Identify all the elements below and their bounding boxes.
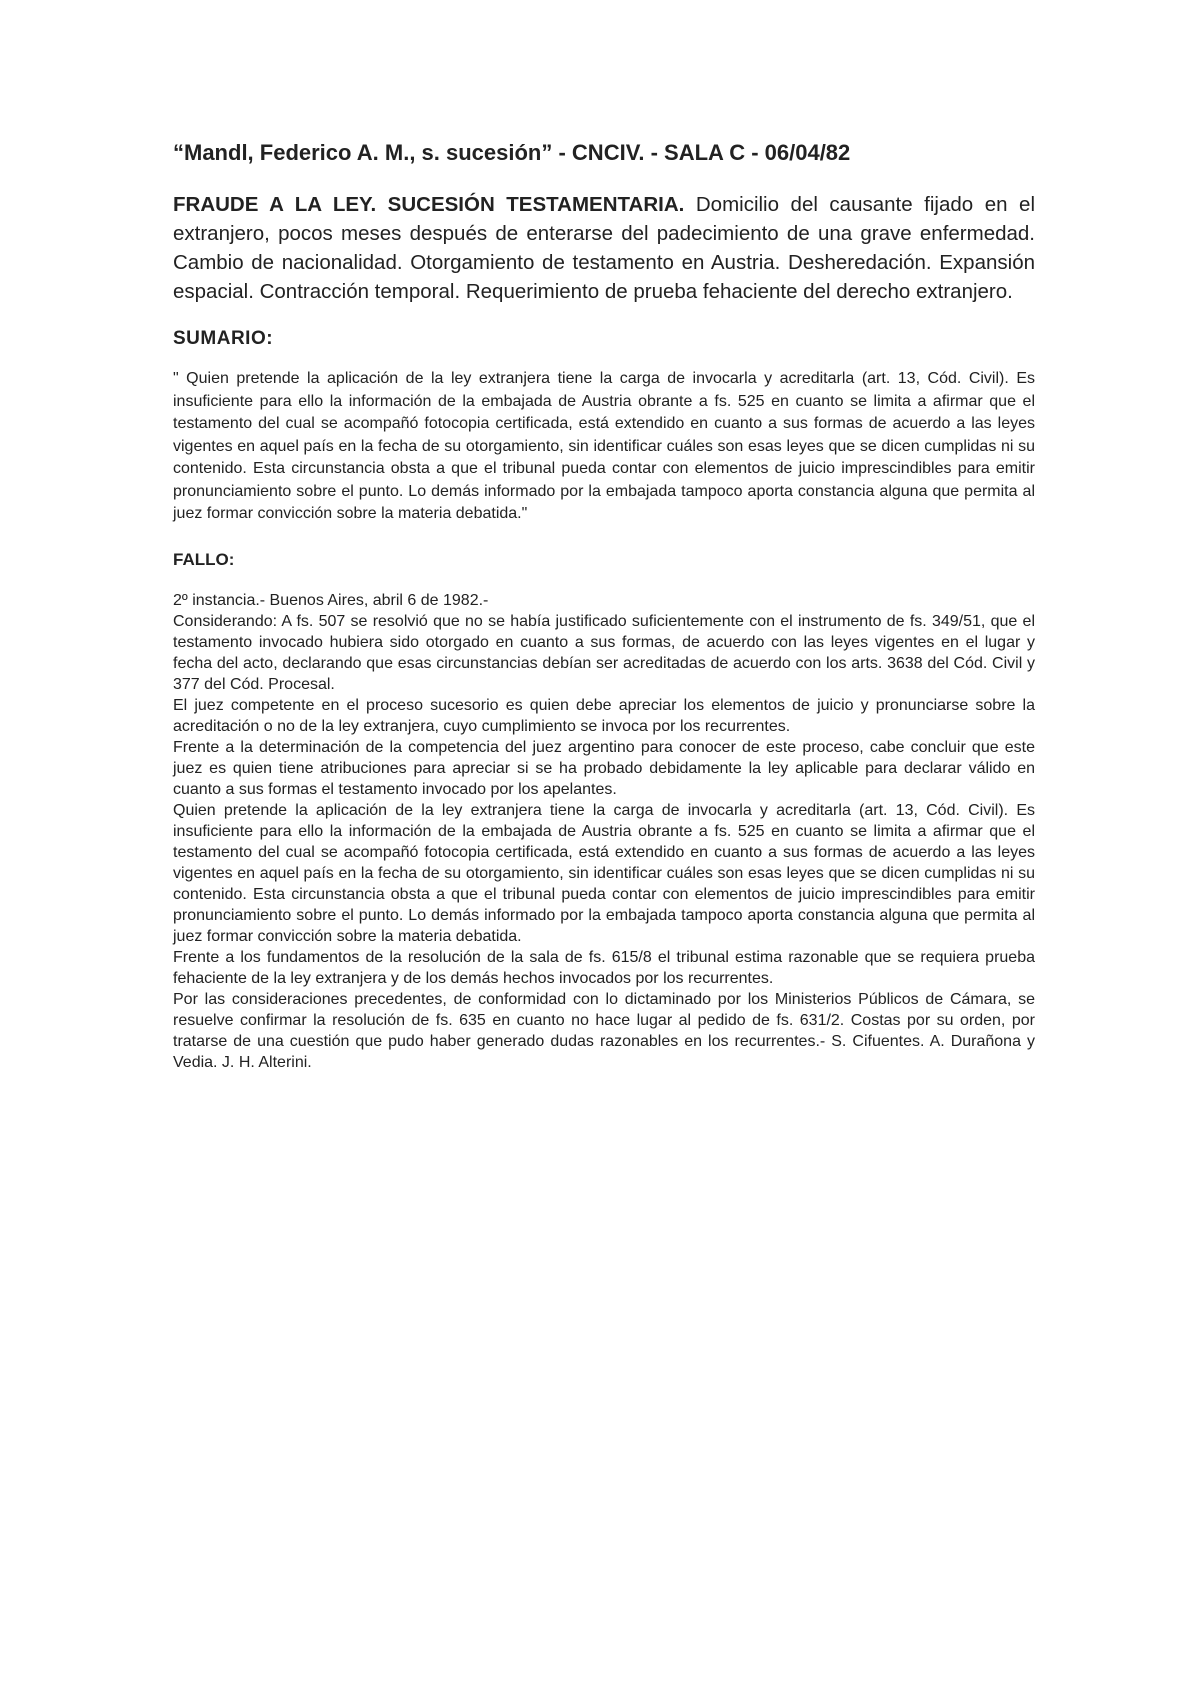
- fallo-paragraph: Frente a los fundamentos de la resolución de la sala de fs. 615/8 el tribunal estima razonable que se requiera prueba fehaciente de la ley extranjera y de los demás hechos invocados por los recurrentes.: [173, 948, 1035, 987]
- fallo-text: [173, 590, 1035, 1073]
- summary-lead: FRAUDE A LA LEY. SUCESIÓN TESTAMENTARIA.: [173, 193, 685, 217]
- fallo-paragraph: Quien pretende la aplicación de la ley extranjera tiene la carga de invocarla y acreditarla (art. 13, Cód. Civil). Es insuficiente para ello la información de la embajada de Austria obrante a fs. 525 en cuanto se limita a afirmar que el testamento del cual se acompañó fotocopia certificada, está extendido en cuanto a sus formas de acuerdo a las leyes vigentes en aquel país en la fecha de su otorgamiento, sin identificar cuáles son esas leyes que se dicen cumplidas ni su contenido. Esta circunstancia obsta a que el tribunal pueda contar con elementos de juicio imprescindibles para emitir pronunciamiento sobre el punto. Lo demás informado por la embajada tampoco aporta constancia alguna que permita al juez formar convicción sobre la materia debatida.: [173, 801, 1035, 945]
- fallo-paragraph: 2º instancia.- Buenos Aires, abril 6 de 1982.-: [173, 591, 489, 609]
- fallo-paragraph: El juez competente en el proceso sucesorio es quien debe apreciar los elementos de juicio y pronunciarse sobre la acreditación o no de la ley extranjera, cuyo cumplimiento se invoca por los recurrentes.: [173, 696, 1035, 735]
- case-summary: [173, 190, 1035, 306]
- summary-text: Domicilio del causante fijado en el extranjero, pocos meses después de enterarse del padecimiento de una grave enfermedad. Cambio de nacionalidad. Otorgamiento de testamento en Austria. Desheredación. Expansión espacial. Contracción temporal. Requerimiento de prueba fehaciente del derecho extranjero.: [173, 193, 1035, 304]
- fallo-paragraph: Considerando: A fs. 507 se resolvió que no se había justificado suficientemente con el instrumento de fs. 349/51, que el testamento invocado hubiera sido otorgado en cuanto a sus formas, de acuerdo con las leyes vigentes en el lugar y fecha del acto, declarando que esas circunstancias debían ser acreditadas de acuerdo con los arts. 3638 del Cód. Civil y 377 del Cód. Procesal.: [173, 612, 1035, 693]
- fallo-paragraph: Frente a la determinación de la competencia del juez argentino para conocer de este proceso, cabe concluir que este juez es quien tiene atribuciones para apreciar si se ha probado debidamente la ley aplicable para declarar válido en cuanto a sus formas el testamento invocado por los apelantes.: [173, 738, 1035, 798]
- fallo-heading: FALLO:: [173, 549, 235, 569]
- sumario-heading: SUMARIO:: [173, 328, 274, 350]
- case-title: “Mandl, Federico A. M., s. sucesión” - CNCIV. - SALA C - 06/04/82: [173, 140, 851, 165]
- fallo-paragraph: Por las consideraciones precedentes, de conformidad con lo dictaminado por los Ministerios Públicos de Cámara, se resuelve confirmar la resolución de fs. 635 en cuanto no hace lugar al pedido de fs. 631/2. Costas por su orden, por tratarse de una cuestión que pudo haber generado dudas razonables en los recurrentes.- S. Cifuentes. A. Durañona y Vedia. J. H. Alterini.: [173, 990, 1035, 1071]
- sumario-text: " Quien pretende la aplicación de la ley extranjera tiene la carga de invocarla y acreditarla (art. 13, Cód. Civil). Es insuficiente para ello la información de la embajada de Austria obrante a fs. 525 en cuanto se limita a afirmar que el testamento del cual se acompañó fotocopia certificada, está extendido en cuanto a sus formas de acuerdo a las leyes vigentes en aquel país en la fecha de su otorgamiento, sin identificar cuáles son esas leyes que se dicen cumplidas ni su contenido. Esta circunstancia obsta a que el tribunal pueda contar con elementos de juicio imprescindibles para emitir pronunciamiento sobre el punto. Lo demás informado por la embajada tampoco aporta constancia alguna que permita al juez formar convicción sobre la materia debatida.": [173, 370, 1035, 523]
